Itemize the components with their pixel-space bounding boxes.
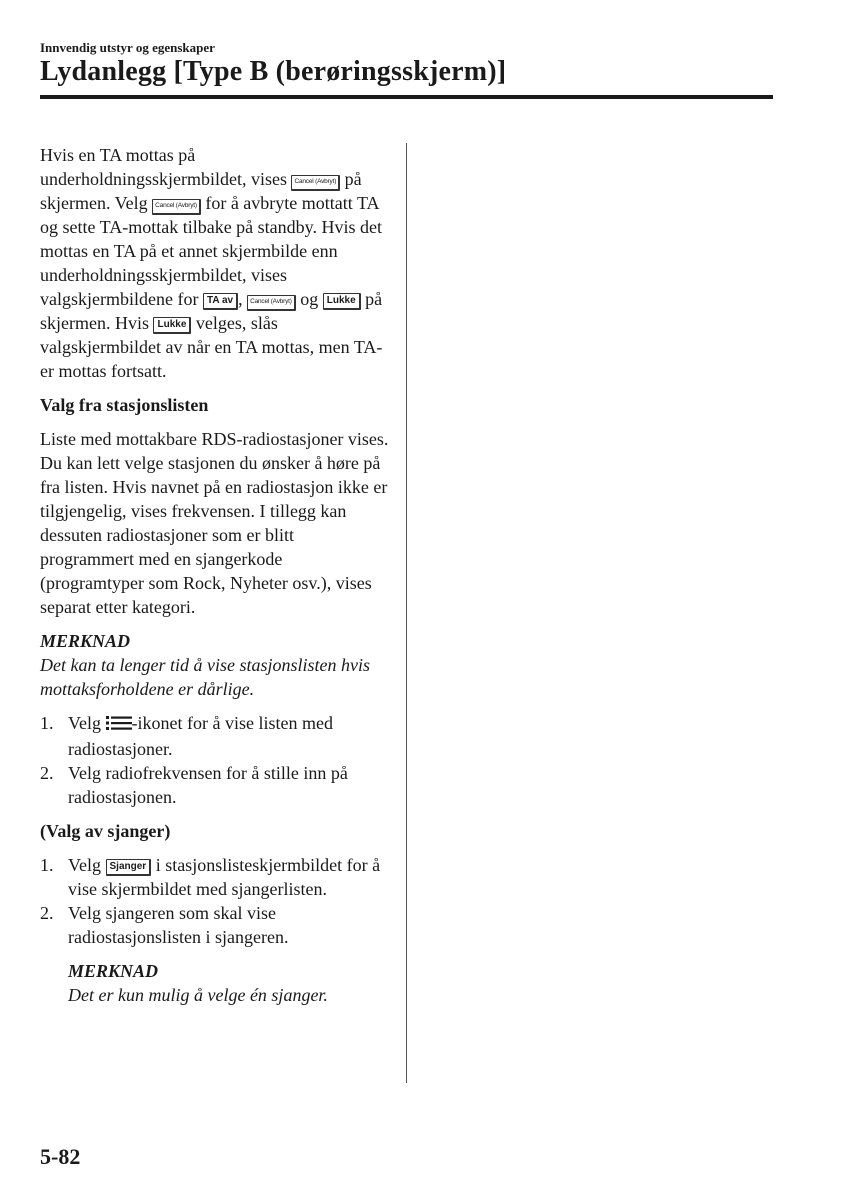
section-heading-station-list: Valg fra stasjonslisten: [40, 395, 209, 415]
step-number: 1.: [40, 713, 54, 733]
station-list-paragraph: Liste med mottakbare RDS-radiostasjoner vises. Du kan lett velge stasjonen du ønsker å høre på fra listen. Hvis navnet på en radiostasjon ikke er tilgjengelig, vises frekvensen. I tillegg kan dessuten radiostasjoner som er blitt programmert med en sjangerkode (programtyper som Rock, Nyheter osv.), vises separat etter kategori.: [40, 429, 389, 617]
ta-text-4: ,: [238, 289, 248, 309]
note-text: Det er kun mulig å velge én sjanger.: [68, 985, 328, 1005]
step-text: Velg sjangeren som skal vise radiostasjonslisten i sjangeren.: [68, 903, 289, 947]
cancel-button: Cancel (Avbryt): [247, 295, 296, 311]
genre-note: [40, 959, 390, 1007]
section-heading-genre: (Valg av sjanger): [40, 821, 171, 841]
step-text: i stasjonslisteskjermbildet for å vise skjermbildet med sjangerlisten.: [68, 855, 381, 899]
step-list: [40, 711, 390, 809]
ta-text-2: på skjermen. Velg: [40, 169, 362, 213]
close-button: Lukke: [323, 293, 361, 310]
note-title: MERKNAD: [40, 631, 131, 651]
step-text: -ikonet for å vise listen med radiostasjoner.: [68, 713, 333, 759]
step-number: 2.: [40, 903, 54, 923]
left-column: [40, 143, 390, 1017]
ta-text-3: for å avbryte mottatt TA og sette TA-mottak tilbake på standby. Hvis det mottas en TA på et annet skjermbilde enn underholdningsskjermbildet, vises valgskjermbildene for: [40, 193, 382, 309]
genre-button: Sjanger: [106, 859, 152, 876]
step-text: Velg: [68, 855, 106, 875]
step-number: 1.: [40, 855, 54, 875]
step-text: Velg radiofrekvensen for å stille inn på radiostasjonen.: [68, 763, 348, 807]
page-number: 5-82: [40, 1144, 81, 1169]
ta-text-1: Hvis en TA mottas på underholdningsskjermbildet, vises: [40, 145, 292, 189]
step-list: [40, 853, 390, 949]
ta-off-button: TA av: [203, 293, 238, 310]
list-item: [40, 761, 390, 809]
list-item: [40, 853, 390, 901]
list-icon: [106, 713, 132, 737]
ta-text-5: og: [295, 289, 323, 309]
page-title: Lydanlegg [Type B (berøringsskjerm)]: [40, 56, 507, 87]
note-text: Det kan ta lenger tid å vise stasjonslisten hvis mottaksforholdene er dårlige.: [40, 655, 370, 699]
step-number: 2.: [40, 763, 54, 783]
ta-text-7: velges, slås valgskjermbildet av når en TA mottas, men TA-er mottas fortsatt.: [40, 313, 383, 381]
title-rule: [40, 95, 773, 99]
column-divider: [406, 143, 407, 1083]
list-item: [40, 711, 390, 761]
ta-text-6: på skjermen. Hvis: [40, 289, 383, 333]
step-text: Velg: [68, 713, 106, 733]
cancel-button: Cancel (Avbryt): [152, 199, 201, 215]
close-button: Lukke: [153, 317, 191, 334]
ta-paragraph: [40, 143, 390, 383]
list-item: [40, 901, 390, 949]
note-title: MERKNAD: [68, 961, 159, 981]
cancel-button: Cancel (Avbryt): [291, 175, 340, 191]
breadcrumb: Innvendig utstyr og egenskaper: [40, 40, 215, 55]
